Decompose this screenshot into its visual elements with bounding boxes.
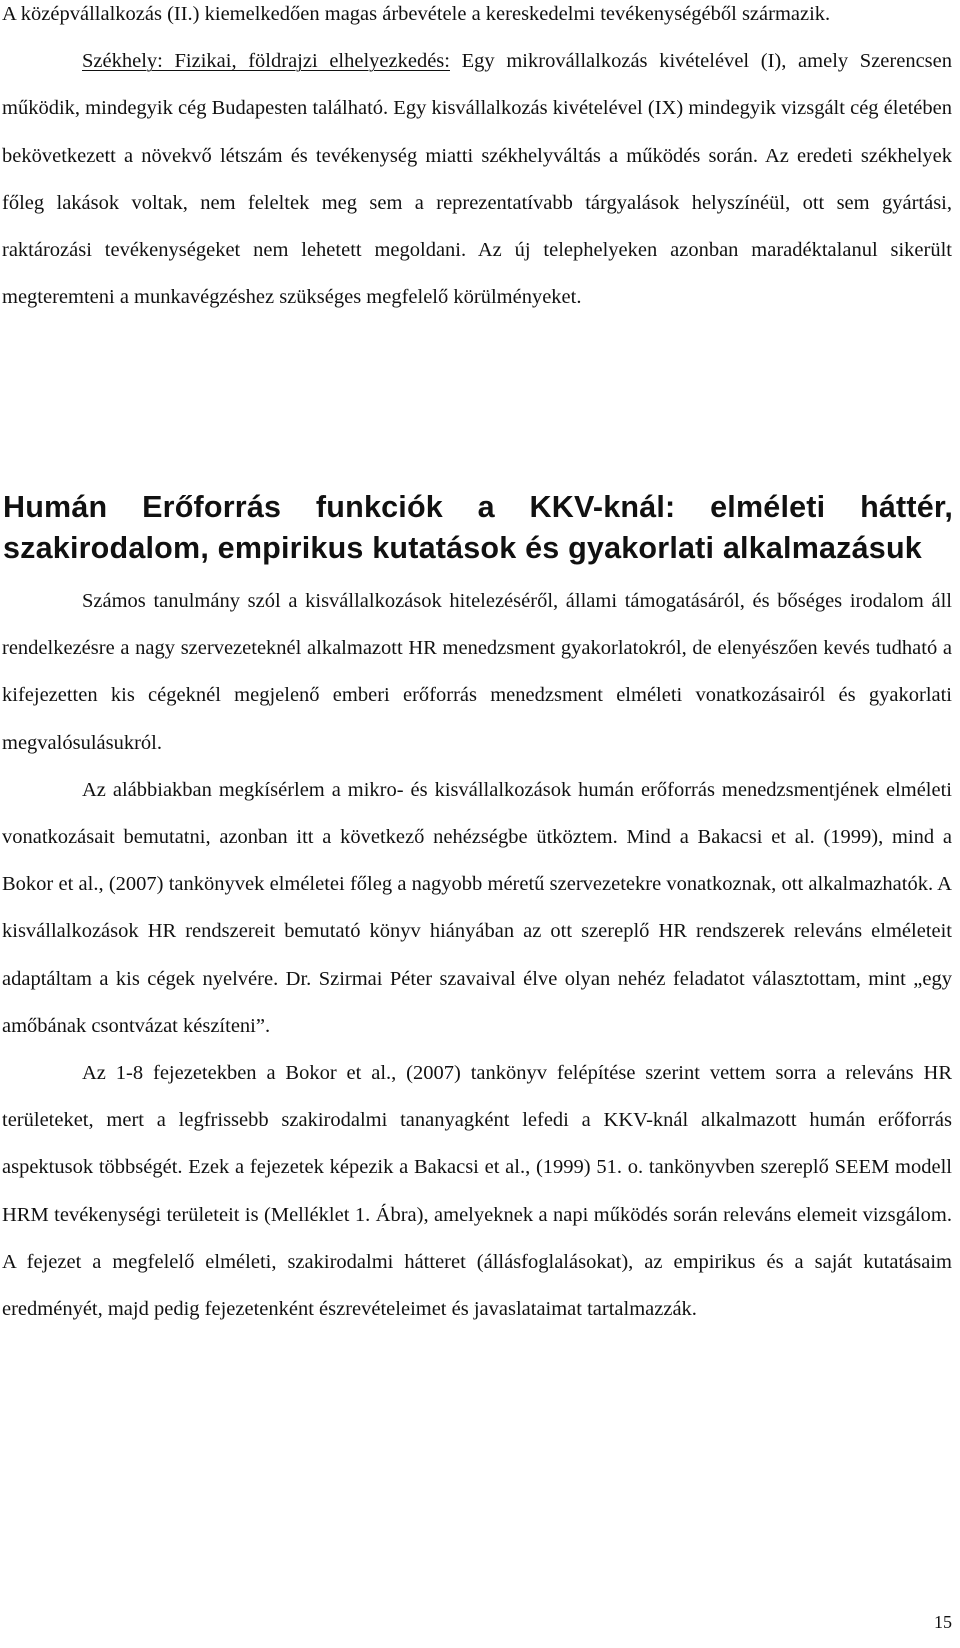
paragraph-difficulty: Az alábbiakban megkísérlem a mikro- és kisvállalkozások humán erőforrás menedzsmentjének elméleti vonatkozásait bemutatni, azonban itt a következő nehézségbe ütköztem. Mind a Bakacsi et al. (1999), mind a Bokor et al., (2007) tankönyvek elméletei főleg a nagyobb méretű szervezetekre vonatkoznak, ott alkalmazhatók. A kisvállalkozások HR rendszereit bemutató könyv hiányában az ott szereplő HR rendszerek releváns elméleteit adaptáltam a kis cégek nyelvére. Dr. Szirmai Péter szavaival élve olyan nehéz feladatot választottam, mint „egy amőbának csontvázat készíteni”. xyxy=(2,778,952,1037)
paragraph-headquarters xyxy=(2,38,952,321)
headquarters-text: Egy mikrovállalkozás kivételével (I), amely Szerencsen működik, mindegyik cég Budapesten található. Egy kisvállalkozás kivételével (IX) mindegyik vizsgált cég életében bekövetkezett a növekvő létszám és tevékenység miatti székhelyváltás a működés során. Az eredeti székhelyek főleg lakások voltak, nem feleltek meg sem a reprezentatívabb tárgyalások helyszínéül, ott sem gyártási, raktározási tevékenységeket nem lehetett megoldani. Az új telephelyeken azonban maradéktalanul sikerült megteremteni a munkavégzéshez szükséges megfelelő körülményeket. xyxy=(2,50,953,309)
section-hr-functions xyxy=(2,578,952,1333)
paragraph-literature: Számos tanulmány szól a kisvállalkozások hitelezéséről, állami támogatásáról, és bőséges irodalom áll rendelkezésre a nagy szervezeteknél alkalmazott HR menedzsment gyakorlatokról, de elenyészően kevés tudható a kifejezetten kis cégeknél megjelenő emberi erőforrás menedzsment elméleti vonatkozásairól és gyakorlati megvalósulásukról. xyxy=(2,590,952,754)
headquarters-label: Székhely: Fizikai, földrajzi elhelyezkedés: xyxy=(82,50,450,73)
section-heading: Humán Erőforrás funkciók a KKV-knál: elméleti háttér, szakirodalom, empirikus kutatások és gyakorlati alkalmazásuk xyxy=(3,490,953,565)
page-number: 15 xyxy=(934,1612,952,1632)
paragraph-chapters: Az 1-8 fejezetekben a Bokor et al., (2007) tankönyv felépítése szerint vettem sorra a releváns HR területeket, mert a legfrissebb szakirodalmi tananyagként lefedi a KKV-knál alkalmazott humán erőforrás aspektusok többségét. Ezek a fejezetek képezik a Bakacsi et al., (1999) 51. o. tankönyvben szereplő SEEM modell HRM tevékenységi területeit is (Melléklet 1. Ábra), amelyeknek a napi működés során releváns elemeit vizsgálom. A fejezet a megfelelő elméleti, szakirodalmi hátteret (állásfoglalásokat), az empirikus és a saját kutatásaim eredményét, majd pedig fejezetenként észrevételeimet és javaslataimat tartalmazzák. xyxy=(2,1062,952,1321)
paragraph-revenue: A középvállalkozás (II.) kiemelkedően magas árbevétele a kereskedelmi tevékenységéből származik. xyxy=(2,3,831,25)
section-company-profile xyxy=(2,0,952,321)
